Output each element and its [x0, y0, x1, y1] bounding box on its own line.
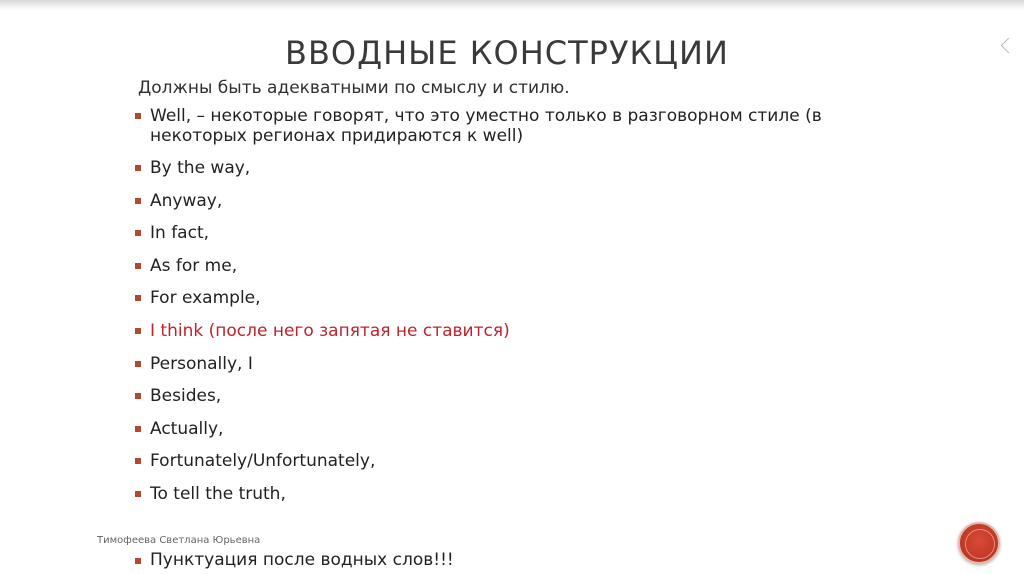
- slide-number-badge: [958, 522, 1000, 564]
- list-item: [132, 223, 852, 243]
- bullet-marker-icon: [135, 393, 141, 399]
- bullet-marker-icon: [135, 230, 141, 236]
- list-item-text: By the way,: [150, 158, 251, 178]
- list-item: [132, 451, 852, 471]
- author-footer: Тимофеева Светлана Юрьевна: [97, 535, 261, 546]
- bullet-marker-icon: [135, 426, 141, 432]
- list-item-text: As for me,: [150, 255, 238, 276]
- bullet-marker-icon: [135, 263, 141, 269]
- list-item-text: Fortunately/Unfortunately,: [150, 451, 376, 472]
- list-item-text: Well, – некоторые говорят, что это уместно только в разговорном стиле (в некоторых регионах придираются к well): [150, 106, 822, 146]
- slide-title: ВВОДНЫЕ КОНСТРУКЦИИ: [285, 34, 729, 72]
- list-item-text: In fact,: [150, 223, 210, 244]
- bullet-marker-icon: [135, 295, 141, 301]
- list-item: [132, 191, 852, 211]
- list-item-text: Пунктуация после водных слов!!!: [150, 550, 454, 570]
- list-item: [132, 288, 852, 308]
- list-item-highlighted: [132, 321, 852, 341]
- bullet-marker-icon: [135, 361, 141, 367]
- list-item-text: Besides,: [150, 386, 222, 407]
- list-item-text: For example,: [150, 288, 261, 309]
- bullet-marker-icon: [135, 328, 141, 334]
- bullet-marker-icon: [135, 458, 141, 464]
- list-item-text: I think (после него запятая не ставится): [150, 320, 510, 341]
- bullet-marker-icon: [135, 113, 141, 119]
- list-item: [132, 158, 852, 178]
- list-item-text: Anyway,: [150, 190, 223, 211]
- list-item: [132, 550, 454, 570]
- list-item: [132, 106, 852, 146]
- chevron-left-icon[interactable]: [1001, 38, 1017, 54]
- slide-subtitle: Должны быть адекватными по смыслу и стилю.: [138, 78, 570, 98]
- list-item: [132, 354, 852, 374]
- list-item-text: Personally, I: [150, 353, 253, 374]
- list-item: [132, 256, 852, 276]
- bullet-list: [132, 106, 852, 517]
- badge-ring: [965, 529, 995, 559]
- top-shadow: [0, 0, 1024, 10]
- bullet-marker-icon: [135, 165, 141, 171]
- list-item-text: To tell the truth,: [150, 483, 286, 504]
- list-item: [132, 484, 852, 504]
- list-item-text: Actually,: [150, 418, 224, 439]
- bullet-marker-icon: [135, 558, 141, 564]
- bullet-marker-icon: [135, 491, 141, 497]
- list-item: [132, 386, 852, 406]
- list-item: [132, 419, 852, 439]
- bullet-marker-icon: [135, 198, 141, 204]
